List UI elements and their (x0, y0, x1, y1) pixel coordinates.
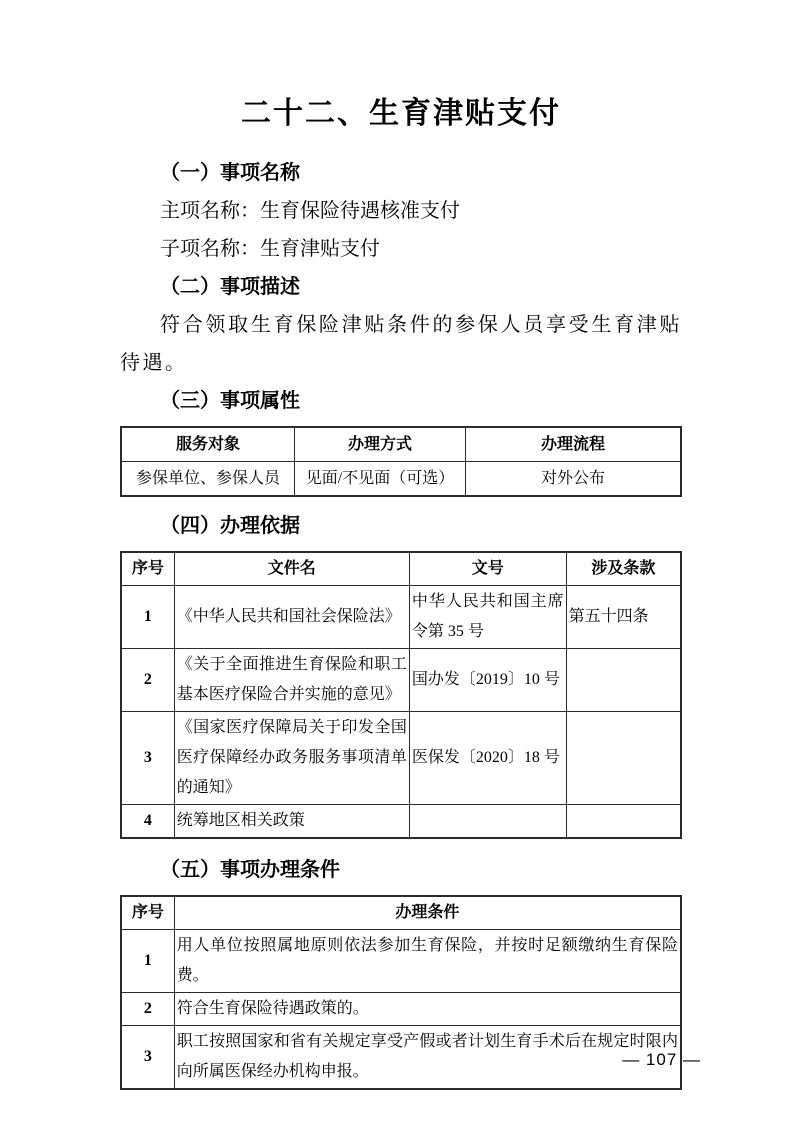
condition-number-cell: 2 (121, 993, 174, 1026)
attributes-service-target-cell: 参保单位、参保人员 (121, 462, 295, 497)
basis-header-doc-number: 文号 (409, 552, 566, 586)
basis-document-cell: 统筹地区相关政策 (174, 805, 409, 839)
basis-doc-number-cell: 中华人民共和国主席令第 35 号 (409, 586, 566, 649)
attributes-handling-method-cell: 见面/不见面（可选） (295, 462, 466, 497)
document-content (120, 0, 682, 1090)
sub-item-name-line: 子项名称：生育津贴支付 (160, 238, 380, 260)
basis-document-cell: 《中华人民共和国社会保险法》 (174, 586, 409, 649)
basis-number-cell: 3 (121, 712, 174, 805)
table-row (121, 649, 681, 712)
basis-number-cell: 4 (121, 805, 174, 839)
basis-number-cell: 2 (121, 649, 174, 712)
condition-number-cell: 3 (121, 1026, 174, 1090)
section-heading-handling-basis: （四）办理依据 (160, 515, 300, 537)
table-row (121, 805, 681, 839)
page-title: 二十二、生育津贴支付 (241, 97, 561, 130)
attributes-header-handling-method: 办理方式 (295, 427, 466, 462)
table-row (121, 586, 681, 649)
attributes-header-handling-process: 办理流程 (465, 427, 681, 462)
condition-text-cell: 用人单位按照属地原则依法参加生育保险，并按时足额缴纳生育保险费。 (174, 930, 681, 993)
conditions-table (120, 895, 682, 1090)
basis-doc-number-cell: 国办发〔2019〕10 号 (409, 649, 566, 712)
basis-clause-cell (566, 805, 681, 839)
basis-doc-number-cell: 医保发〔2020〕18 号 (409, 712, 566, 805)
conditions-header-number: 序号 (121, 896, 174, 930)
basis-clause-cell: 第五十四条 (566, 586, 681, 649)
table-row (121, 462, 681, 497)
basis-header-number: 序号 (121, 552, 174, 586)
attributes-header-row (121, 427, 681, 462)
conditions-header-row (121, 896, 681, 930)
condition-text-cell: 职工按照国家和省有关规定享受产假或者计划生育手术后在规定时限内向所属医保经办机构申报。 (174, 1026, 681, 1090)
condition-number-cell: 1 (121, 930, 174, 993)
table-row (121, 930, 681, 993)
attributes-handling-process-cell: 对外公布 (465, 462, 681, 497)
attributes-header-service-target: 服务对象 (121, 427, 295, 462)
item-description-paragraph: 符合领取生育保险津贴条件的参保人员享受生育津贴待遇。 (120, 314, 682, 374)
condition-text-cell: 符合生育保险待遇政策的。 (174, 993, 681, 1026)
table-row (121, 712, 681, 805)
basis-table (120, 551, 682, 839)
section-heading-item-description: （二）事项描述 (160, 276, 300, 298)
basis-clause-cell (566, 712, 681, 805)
basis-header-clause: 涉及条款 (566, 552, 681, 586)
section-heading-item-attributes: （三）事项属性 (160, 390, 300, 412)
page-number: — 107 — (622, 1050, 701, 1069)
table-row (121, 1026, 681, 1090)
basis-header-row (121, 552, 681, 586)
table-row (121, 993, 681, 1026)
basis-doc-number-cell (409, 805, 566, 839)
basis-header-document: 文件名 (174, 552, 409, 586)
main-item-name-line: 主项名称：生育保险待遇核准支付 (160, 200, 460, 222)
basis-document-cell: 《国家医疗保障局关于印发全国医疗保障经办政务服务事项清单的通知》 (174, 712, 409, 805)
basis-document-cell: 《关于全面推进生育保险和职工基本医疗保险合并实施的意见》 (174, 649, 409, 712)
conditions-header-condition: 办理条件 (174, 896, 681, 930)
basis-number-cell: 1 (121, 586, 174, 649)
attributes-table (120, 426, 682, 497)
section-heading-item-name: （一）事项名称 (160, 162, 300, 184)
section-heading-handling-conditions: （五）事项办理条件 (160, 859, 340, 881)
basis-clause-cell (566, 649, 681, 712)
